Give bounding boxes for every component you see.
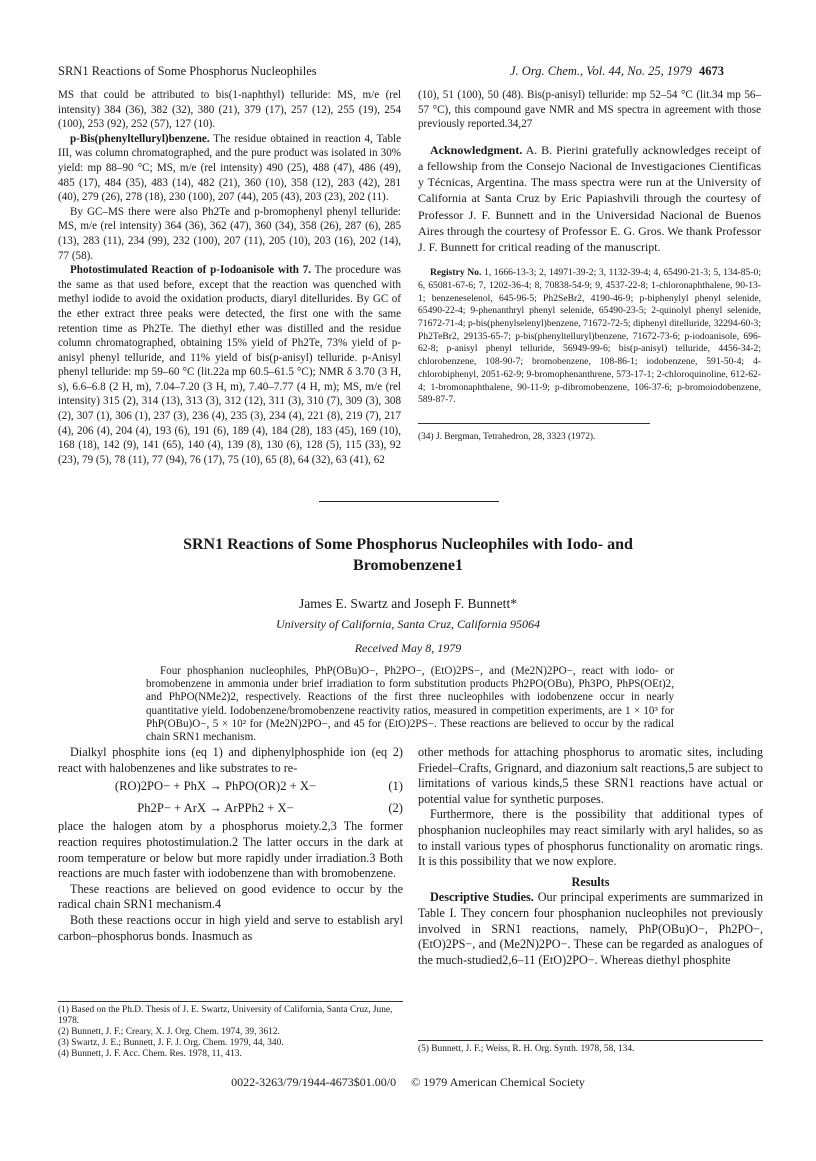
photostimulated-paragraph [58, 263, 401, 467]
body-paragraph: Both these reactions occur in high yield and serve to establish aryl carbon–phosphorus bonds. Inasmuch as [58, 912, 403, 943]
footnote: (1) Based on the Ph.D. Thesis of J. E. Swartz, University of California, Santa Cruz, June, 1978. [58, 1005, 393, 1026]
acknowledgment-paragraph [418, 142, 761, 255]
upper-left-column [58, 88, 401, 467]
copyright: © 1979 American Chemical Society [411, 1075, 585, 1089]
body-right-column [418, 745, 763, 968]
paragraph-text: The procedure was the same as that used before, except that the reaction was quenched with methyl iodide to avoid the oxidation products, diaryl ditellurides. By GC of the ether extract three peaks were detected, the first one with the same retention time as Ph2Te. The diethyl ether was distilled and the residue column chromatographed, obtaining 15% yield of Ph2Te, 73% yield of p-anisyl phenyl telluride, and 11% yield of bis(p-anisyl) telluride. p-Anisyl phenyl telluride: mp 59–60 °C (lit.22a mp 60.5–61.5 °C); NMR δ 3.70 (3 H, s), 6.6–6.8 (2 H, m), 7.04–7.20 (3 H, m), 7.40–7.77 (4 H, m); MS, m/e (rel intensity) 315 (2), 314 (13), 313 (3), 312 (12), 311 (3), 310 (7), 309 (3), 308 (2), 307 (1), 306 (1), 237 (3), 236 (4), 235 (3), 234 (4), 221 (8), 219 (7), 217 (4), 206 (4), 204 (4), 193 (6), 191 (6), 189 (4), 184 (28), 183 (45), 169 (10), 168 (18), 142 (9), 141 (65), 140 (4), 139 (8), 130 (6), 128 (5), 115 (33), 92 (23), 79 (5), 78 (11), 77 (94), 76 (17), 75 (10), 65 (8), 64 (32), 63 (41), 62 [58, 264, 402, 466]
article-received-date: Received May 8, 1979 [354, 641, 462, 655]
upper-right-column [418, 88, 761, 445]
article-divider [319, 501, 499, 502]
section-run-in-head: p-Bis(phenyltelluryl)benzene. [70, 132, 210, 145]
paragraph-text: Our principal experiments are summarized in Table I. They concern four phosphanion nucleophiles not previously involved in SRN1 reactions, namely, PhP(OBu)O−, Ph2PO−, (EtO)2PS−, and (Me2N)2PO−. These can be regarded as analogues of the much-studied2,6–11 (EtO)2PO−. Whereas diethyl phosphite [418, 890, 763, 967]
abstract-text: Four phosphanion nucleophiles, PhP(OBu)O−, Ph2PO−, (EtO)2PS−, and (Me2N)2PO−, react with iodo- or bromobenzene in ammonia under brief irradiation to form substitution products Ph2PO(OBu), Ph3PO, PhPS(OEt)2, and PhPO(NMe2)2, respectively. Reactions of the first three nucleophiles with iodobenzene occur in nearly quantitative yield. Iodobenzene/bromobenzene reactivity ratios, measured in competition experiments, are 1 × 10³ for PhP(OBu)O−, 5 × 10² for (Me2N)2PO−, and 45 for (EtO)2PS−. These reactions are believed to occur by the radical chain SRN1 mechanism. [146, 665, 674, 744]
journal-citation: J. Org. Chem., Vol. 44, No. 25, 1979 [510, 64, 692, 78]
registry-text: 1, 1666-13-3; 2, 14971-39-2; 3, 1132-39-4; 4, 65490-21-3; 5, 134-85-0; 6, 65081-67-6; 7, 1202-36-4; 8, 70838-54-9; 9, 4537-22-8; 1-chloronaphthalene, 90-13-1; benzeneselenol, 645-96-5; Ph2SeBr2, 4190-46-9; p-biphenylyl phenyl selenide, 65490-22-4; 9-phenanthryl phenyl selenide, 65490-23-5; 2-quinolyl phenyl selenide, 71672-71-4; p-bis(phenylselenyl)benzene, 71672-72-5; diphenyl ditelluride, 32294-60-3; Ph2TeBr2, 29135-65-7; p-bis(phenyltelluryl)benzene, 71672-73-6; p-iodoanisole, 696-62-8; p-anisyl phenyl telluride, 56949-99-6; bis(p-anisyl) telluride, 4456-34-2; chlorobenzene, 108-90-7; bromobenzene, 108-86-1; iodobenzene, 591-50-4; 4-chlorobiphenyl, 2051-62-9; 9-bromophenanthrene, 573-17-1; 2-chloroquinoline, 612-62-4; 1-bromonaphthalene, 90-11-9; p-dibromobenzene, 106-37-6; p-bromoiodobenzene, 589-87-7. [418, 267, 762, 406]
acknowledgment-head: Acknowledgment. [430, 142, 523, 157]
footnote-right: (5) Bunnett, J. F.; Weiss, R. H. Org. Synth. 1978, 58, 134. [418, 1040, 763, 1055]
body-paragraph: These reactions are believed on good evidence to occur by the radical chain SRN1 mechanism.4 [58, 881, 403, 912]
section-run-in-head: Photostimulated Reaction of p-Iodoanisole with 7. [70, 264, 312, 277]
results-heading: Results [571, 874, 610, 889]
equation-expression: (RO)2PO− + PhX → PhPO(OR)2 + X− [114, 779, 317, 794]
page-number: 4673 [698, 64, 724, 78]
footnote: (4) Bunnett, J. F. Acc. Chem. Res. 1978, 11, 413. [58, 1048, 242, 1059]
footnotes-left [58, 1001, 403, 1060]
equation-number: (1) [388, 779, 403, 794]
paragraph-text: The residue obtained in reaction 4, Table III, was column chromatographed, and the pure product was isolated in 30% yield: mp 88–90 °C; MS, m/e (rel intensity) 490 (25), 488 (47), 486 (49), 485 (17), 484 (35), 483 (14), 482 (21), 360 (10), 358 (12), 283 (42), 281 (40), 279 (26), 278 (18), 230 (100), 207 (44), 205 (43), 203 (23), 202 (11). [58, 132, 401, 204]
registry-head: Registry No. [430, 267, 482, 279]
footnote: (2) Bunnett, J. F.; Creary, X. J. Org. Chem. 1974, 39, 3612. [58, 1026, 280, 1037]
abstract [146, 665, 674, 744]
descriptive-studies-paragraph [418, 890, 763, 968]
gc-ms-paragraph: By GC–MS there were also Ph2Te and p-bromophenyl phenyl telluride: MS, m/e (rel intensity) 364 (36), 362 (47), 360 (34), 358 (26), 287 (6), 285 (13), 283 (11), 234 (99), 232 (100), 207 (11), 205 (10), 203 (16), 202 (14), 77 (58). [58, 205, 401, 262]
intro-paragraph: Dialkyl phosphite ions (eq 1) and diphenylphosphide ion (eq 2) react with halobenzenes and like substrates to re- [58, 745, 403, 775]
body-paragraph: place the halogen atom by a phosphorus moiety.2,3 The former reaction requires photostimulation.2 The latter occurs in the dark at room temperature or below but more rapidly under irradiation.3 Both reactions are much faster with iodobenzene than with bromobenzene. [58, 819, 403, 881]
body-left-column [58, 745, 403, 944]
body-paragraph: Furthermore, there is the possibility that additional types of phosphanion nucleophiles may react similarly with aryl halides, so as to install various types of phosphorus functionality on aromatic rings. It is this possibility that we now explore. [418, 807, 763, 869]
ms-paragraph: MS that could be attributed to bis(1-naphthyl) telluride: MS, m/e (rel intensity) 384 (36), 382 (32), 380 (21), 379 (17), 257 (12), 255 (19), 254 (100), 253 (92), 252 (57), 127 (10). [58, 89, 401, 131]
running-header-title: SRN1 Reactions of Some Phosphorus Nucleophiles [58, 64, 317, 78]
equation-1 [58, 776, 403, 798]
footnote: (3) Swartz, J. E.; Bunnett, J. F. J. Org. Chem. 1979, 44, 340. [58, 1037, 284, 1048]
registry-paragraph [418, 267, 761, 407]
equation-number: (2) [388, 800, 403, 815]
section-run-in-head: Descriptive Studies. [430, 890, 534, 905]
article-authors: James E. Swartz and Joseph F. Bunnett* [299, 596, 517, 611]
page-footer [0, 1075, 816, 1090]
article-title: SRN1 Reactions of Some Phosphorus Nucleophiles with Iodo- and Bromobenzene1 [183, 536, 633, 574]
equation-2 [58, 798, 403, 820]
running-header-journal [510, 64, 724, 79]
article-affiliation: University of California, Santa Cruz, California 95064 [275, 617, 541, 631]
reference-34: (34) J. Bergman, Tetrahedron, 28, 3323 (1972). [418, 423, 650, 445]
continued-paragraph: (10), 51 (100), 50 (48). Bis(p-anisyl) telluride: mp 52–54 °C (lit.34 mp 56–57 °C), this compound gave NMR and MS spectra in agreement with those previously reported.34,27 [418, 89, 761, 131]
acknowledgment-text: A. B. Pierini gratefully acknowledges receipt of a fellowship from the Consejo Nacional de Investigaciones Cientificas y Técnicas, Argentina. The mass spectra were run at the University of California at Santa Cruz by Eric Papiashvili through the courtesy of Professor J. F. Bunnett and in the Universidad Nacional de Buenos Aires through the courtesy of Professor E. G. Gros. We thank Professor J. F. Bunnett for critical reading of the manuscript. [418, 142, 761, 254]
bis-phenyltelluryl-paragraph [58, 132, 401, 205]
body-paragraph: other methods for attaching phosphorus to aromatic sites, including Friedel–Crafts, Grignard, and diazonium salt reactions,5 are subject to limitations of various kinds,5 these SRN1 reactions have actual or potential value for synthetic purposes. [418, 745, 763, 806]
article-code: 0022-3263/79/1944-4673$01.00/0 [231, 1075, 397, 1089]
equation-expression: Ph2P− + ArX → ArPPh2 + X− [137, 800, 294, 815]
